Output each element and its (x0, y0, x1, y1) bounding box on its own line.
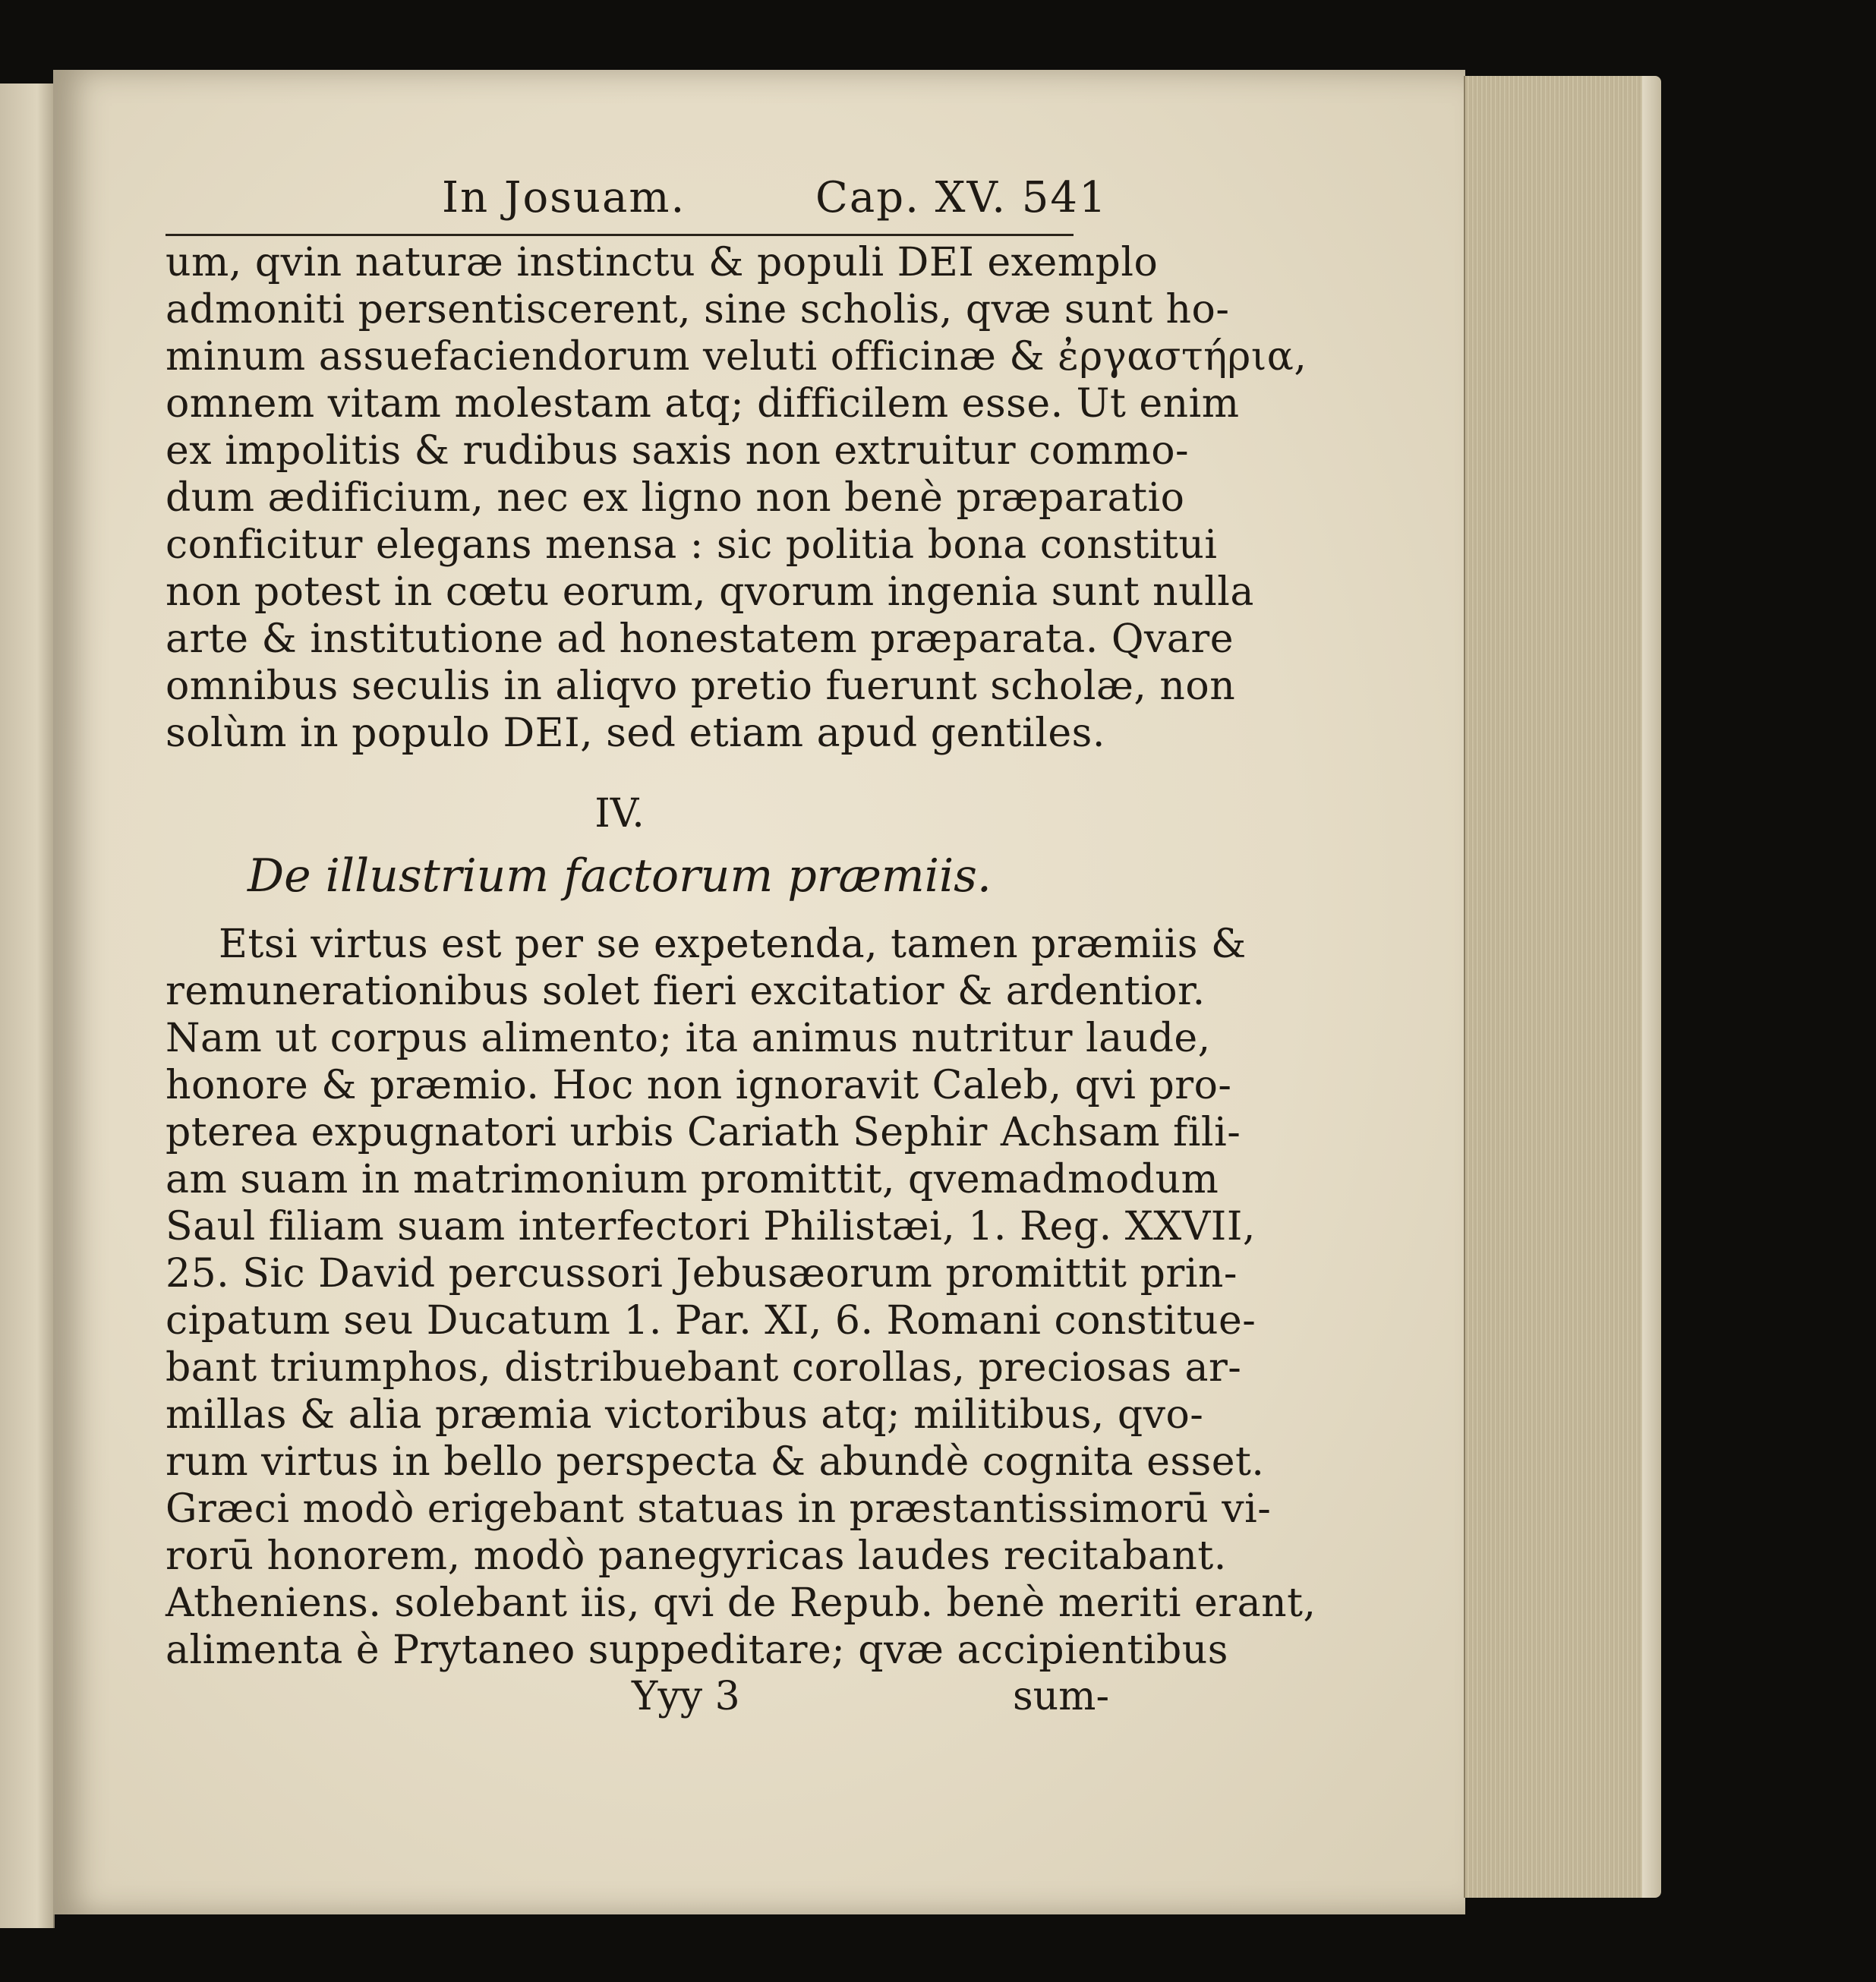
running-head (166, 165, 1122, 234)
text-line: conficitur elegans mensa : sic politia bona constitui (166, 522, 1218, 568)
text-line: ex impolitis & rudibus saxis non extruitur commo- (166, 428, 1190, 474)
text-line: Saul filiam suam interfectori Philistæi, 1. Reg. XXVII, (166, 1204, 1256, 1249)
book-cover-edge (1642, 76, 1661, 1898)
text-line: rum virtus in bello perspecta & abundè cognita esset. (166, 1439, 1265, 1485)
text-line: admoniti persentiscerent, sine scholis, qvæ sunt ho- (166, 287, 1230, 332)
text-line: bant triumphos, distribuebant corollas, preciosas ar- (166, 1345, 1242, 1391)
text-line: non potest in cœtu eorum, qvorum ingenia sunt nulla (166, 569, 1254, 615)
text-line: arte & institutione ad honestatem præparata. Qvare (166, 616, 1234, 662)
paragraph-rewards (166, 921, 1316, 1674)
text-line: um, qvin naturæ instinctu & populi DEI exemplo (166, 240, 1159, 285)
text-line: minum assuefaciendorum veluti officinæ & ἐργαστήρια, (166, 334, 1307, 380)
text-line: honore & præmio. Hoc non ignoravit Caleb, qvi pro- (166, 1063, 1232, 1108)
text-line: millas & alia præmia victoribus atq; militibus, qvo- (166, 1392, 1204, 1438)
text-line: omnibus seculis in aliqvo pretio fuerunt scholæ, non (166, 663, 1236, 709)
left-page-edge (0, 84, 55, 1928)
page-footer (166, 1674, 1122, 1727)
text-line: rorū honorem, modò panegyricas laudes recitabant. (166, 1533, 1227, 1579)
paragraph-schools (166, 239, 1307, 757)
text-line: remunerationibus solet fieri excitatior & ardentior. (166, 969, 1206, 1014)
running-head-chapter-page: Cap. XV. 541 (815, 173, 1108, 222)
text-line: dum ædificium, nec ex ligno non benè præparatio (166, 475, 1185, 521)
running-head-title: In Josuam. (442, 173, 686, 222)
catchword: sum- (1013, 1674, 1110, 1719)
text-line: Atheniens. solebant iis, qvi de Repub. benè meriti erant, (166, 1580, 1316, 1626)
section-number: IV. (594, 791, 645, 837)
section-title: De illustrium factorum præmiis. (247, 849, 992, 903)
text-line: alimenta è Prytaneo suppeditare; qvæ accipientibus (166, 1628, 1228, 1673)
text-line: solùm in populo DEI, sed etiam apud gentiles. (166, 711, 1105, 756)
page-text-block (166, 165, 1316, 1727)
text-line: cipatum seu Ducatum 1. Par. XI, 6. Romani constitue- (166, 1298, 1256, 1344)
text-line: am suam in matrimonium promittit, qvemadmodum (166, 1157, 1219, 1202)
text-line: pterea expugnatori urbis Cariath Sephir Achsam fili- (166, 1110, 1241, 1155)
signature-mark: Yyy 3 (632, 1674, 740, 1719)
text-line: 25. Sic David percussori Jebusæorum promittit prin- (166, 1251, 1238, 1297)
text-line: Etsi virtus est per se expetenda, tamen præmiis & (219, 922, 1247, 967)
text-line: omnem vitam molestam atq; difficilem esse. Ut enim (166, 381, 1240, 427)
head-rule (166, 234, 1074, 236)
text-line: Græci modò erigebant statuas in præstantissimorū vi- (166, 1486, 1272, 1532)
text-line: Nam ut corpus alimento; ita animus nutritur laude, (166, 1016, 1211, 1061)
page-fore-edge (1464, 76, 1644, 1898)
